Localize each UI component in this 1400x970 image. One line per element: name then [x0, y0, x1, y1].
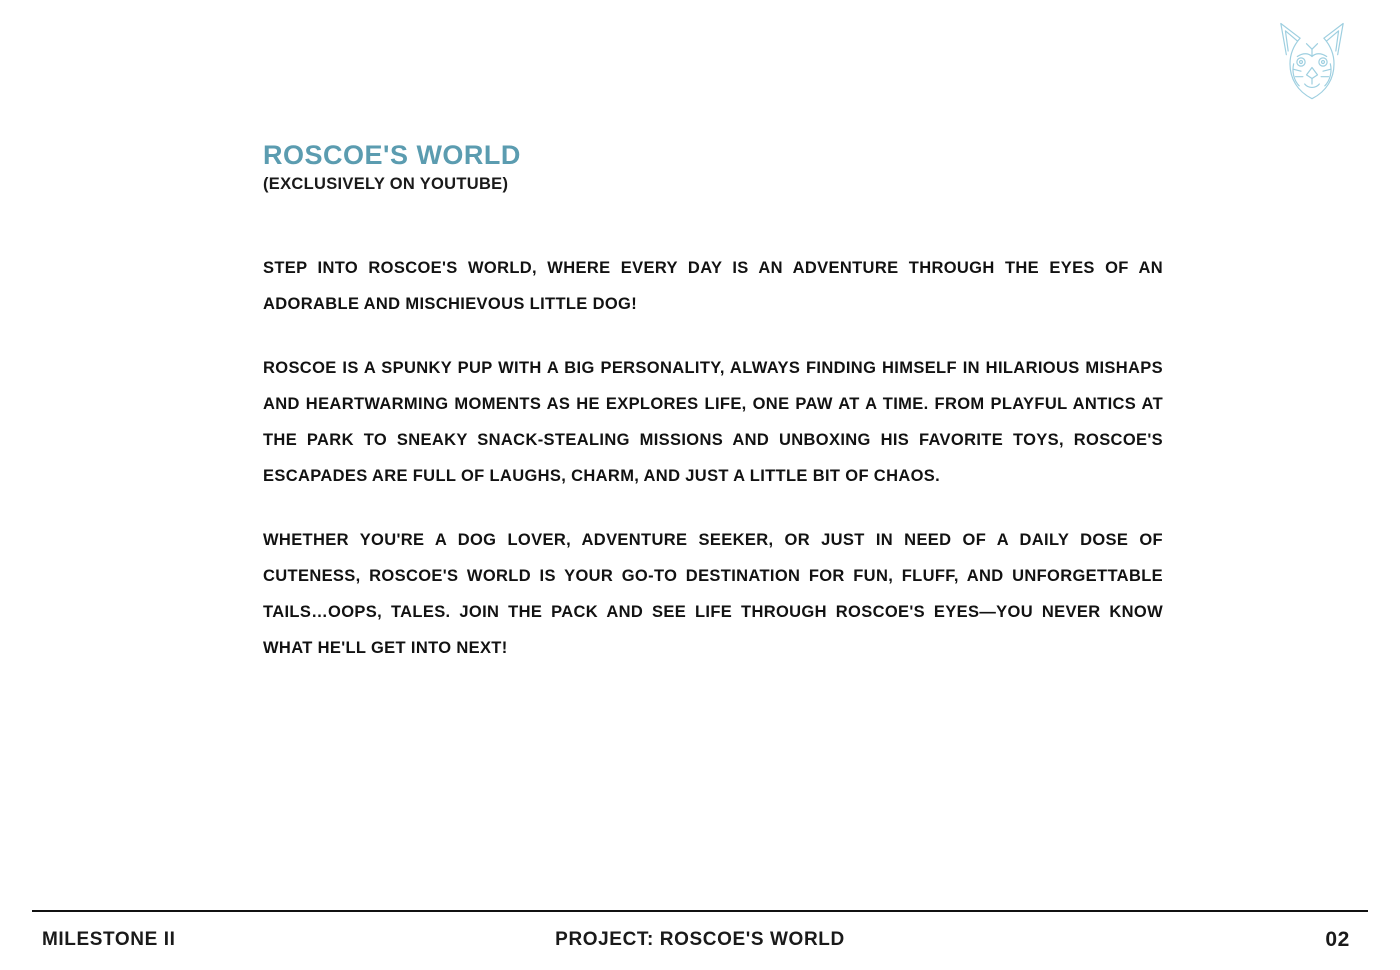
- footer: [42, 918, 1358, 962]
- page-subtitle: (EXCLUSIVELY ON YOUTUBE): [263, 175, 509, 194]
- page-number: 02: [1325, 928, 1350, 951]
- content-block: [263, 140, 1163, 666]
- paragraph-3: WHETHER YOU'RE A DOG LOVER, ADVENTURE SEEKER, OR JUST IN NEED OF A DAILY DOSE OF CUTENESS, ROSCOE'S WORLD IS YOUR GO-TO DESTINATION FOR FUN, FLUFF, AND UNFORGETTABLE TAILS…OOPS, TALES. JOIN THE PACK AND SEE LIFE THROUGH ROSCOE'S EYES—YOU NEVER KNOW WHAT HE'LL GET INTO NEXT!: [263, 531, 1163, 658]
- footer-divider: [32, 910, 1368, 912]
- body-text: [263, 250, 1163, 666]
- footer-milestone: MILESTONE II: [42, 929, 176, 950]
- footer-project: PROJECT: ROSCOE'S WORLD: [555, 929, 845, 950]
- page-title: ROSCOE'S WORLD: [263, 140, 521, 170]
- dog-head-icon: [1266, 18, 1358, 106]
- paragraph-1: STEP INTO ROSCOE'S WORLD, WHERE EVERY DAY IS AN ADVENTURE THROUGH THE EYES OF AN ADORABLE AND MISCHIEVOUS LITTLE DOG!: [263, 259, 1163, 314]
- paragraph-2: ROSCOE IS A SPUNKY PUP WITH A BIG PERSONALITY, ALWAYS FINDING HIMSELF IN HILARIOUS MISHAPS AND HEARTWARMING MOMENTS AS HE EXPLORES LIFE, ONE PAW AT A TIME. FROM PLAYFUL ANTICS AT THE PARK TO SNEAKY SNACK-STEALING MISSIONS AND UNBOXING HIS FAVORITE TOYS, ROSCOE'S ESCAPADES ARE FULL OF LAUGHS, CHARM, AND JUST A LITTLE BIT OF CHAOS.: [263, 359, 1163, 486]
